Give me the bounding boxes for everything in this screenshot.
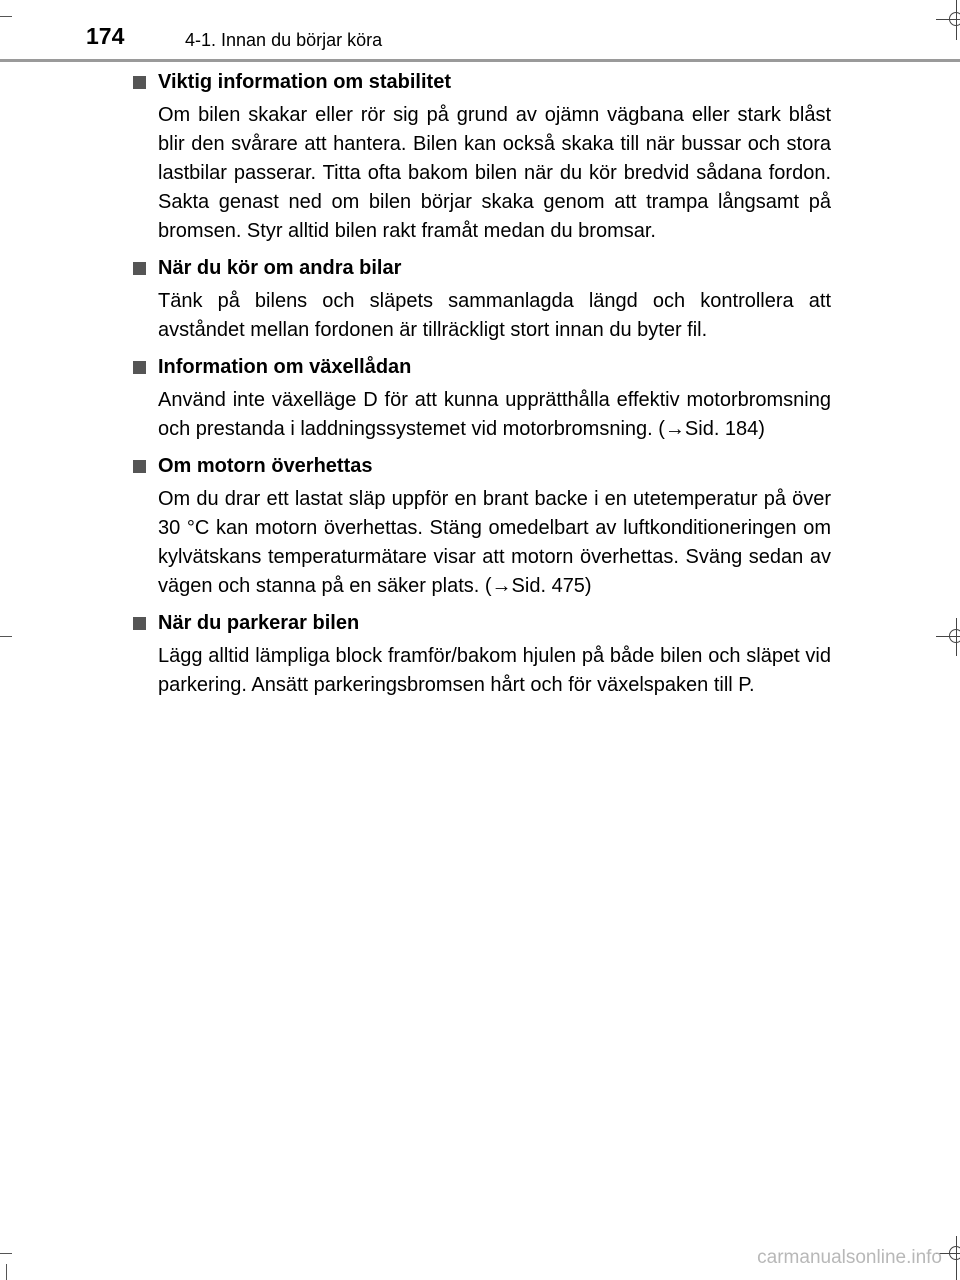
section-heading [131,68,831,97]
section-heading-text: När du parkerar bilen [158,612,360,634]
section-body: Lägg alltid lämpliga block framför/bakom hjulen på både bilen och släpet vid parkering. Ansätt parkeringsbromsen hårt och för växelspaken till P. [158,645,831,696]
section-stability [131,68,831,246]
crop-mark-left-mid [0,636,12,637]
section-heading [131,254,831,283]
chapter-title: 4-1. Innan du börjar köra [185,30,383,50]
square-bullet-icon [133,76,146,89]
header-rule [0,59,960,62]
section-heading [131,609,831,638]
section-heading [131,353,831,382]
watermark: carmanualsonline.info [757,1247,942,1268]
section-heading-text: Om motorn överhettas [158,455,373,477]
section-overheating [131,452,831,601]
section-body: Använd inte växelläge D för att kunna upprätthålla effektiv motorbromsning och prestanda i laddningssystemet vid motorbromsning. (→Sid. 184) [158,389,831,440]
section-transmission [131,353,831,444]
section-body: Om du drar ett lastat släp uppför en brant backe i en utetemperatur på över 30 °C kan motorn överhettas. Stäng omedelbart av luftkonditioneringen om kylvätskans temperaturmätare visar att motorn överhettas. Sväng sedan av vägen och stanna på en säker plats. (→Sid. 475) [158,488,831,597]
section-heading [131,452,831,481]
section-heading-text: Information om växellådan [158,356,412,378]
page-content [131,68,831,700]
crop-mark-bottom-left-v [6,1264,7,1280]
section-heading-text: När du kör om andra bilar [158,257,402,279]
section-body: Tänk på bilens och släpets sammanlagda längd och kontrollera att avståndet mellan fordonen är tillräckligt stort innan du byter fil. [158,290,831,341]
crop-mark-bottom-left [0,1253,12,1254]
section-parking [131,609,831,700]
page-number: 174 [86,23,125,49]
section-body: Om bilen skakar eller rör sig på grund av ojämn vägbana eller stark blåst blir den svårare att hantera. Bilen kan också skaka till när bussar och stora lastbilar passerar. Titta ofta bakom bilen när du kör bredvid sådana fordon. Sakta genast ned om bilen börjar skaka genom att trampa långsamt på bromsen. Styr alltid bilen rakt framåt medan du bromsar. [158,104,831,242]
square-bullet-icon [133,460,146,473]
square-bullet-icon [133,262,146,275]
square-bullet-icon [133,361,146,374]
page-header [0,0,960,62]
square-bullet-icon [133,617,146,630]
section-heading-text: Viktig information om stabilitet [158,71,451,93]
section-overtaking [131,254,831,345]
